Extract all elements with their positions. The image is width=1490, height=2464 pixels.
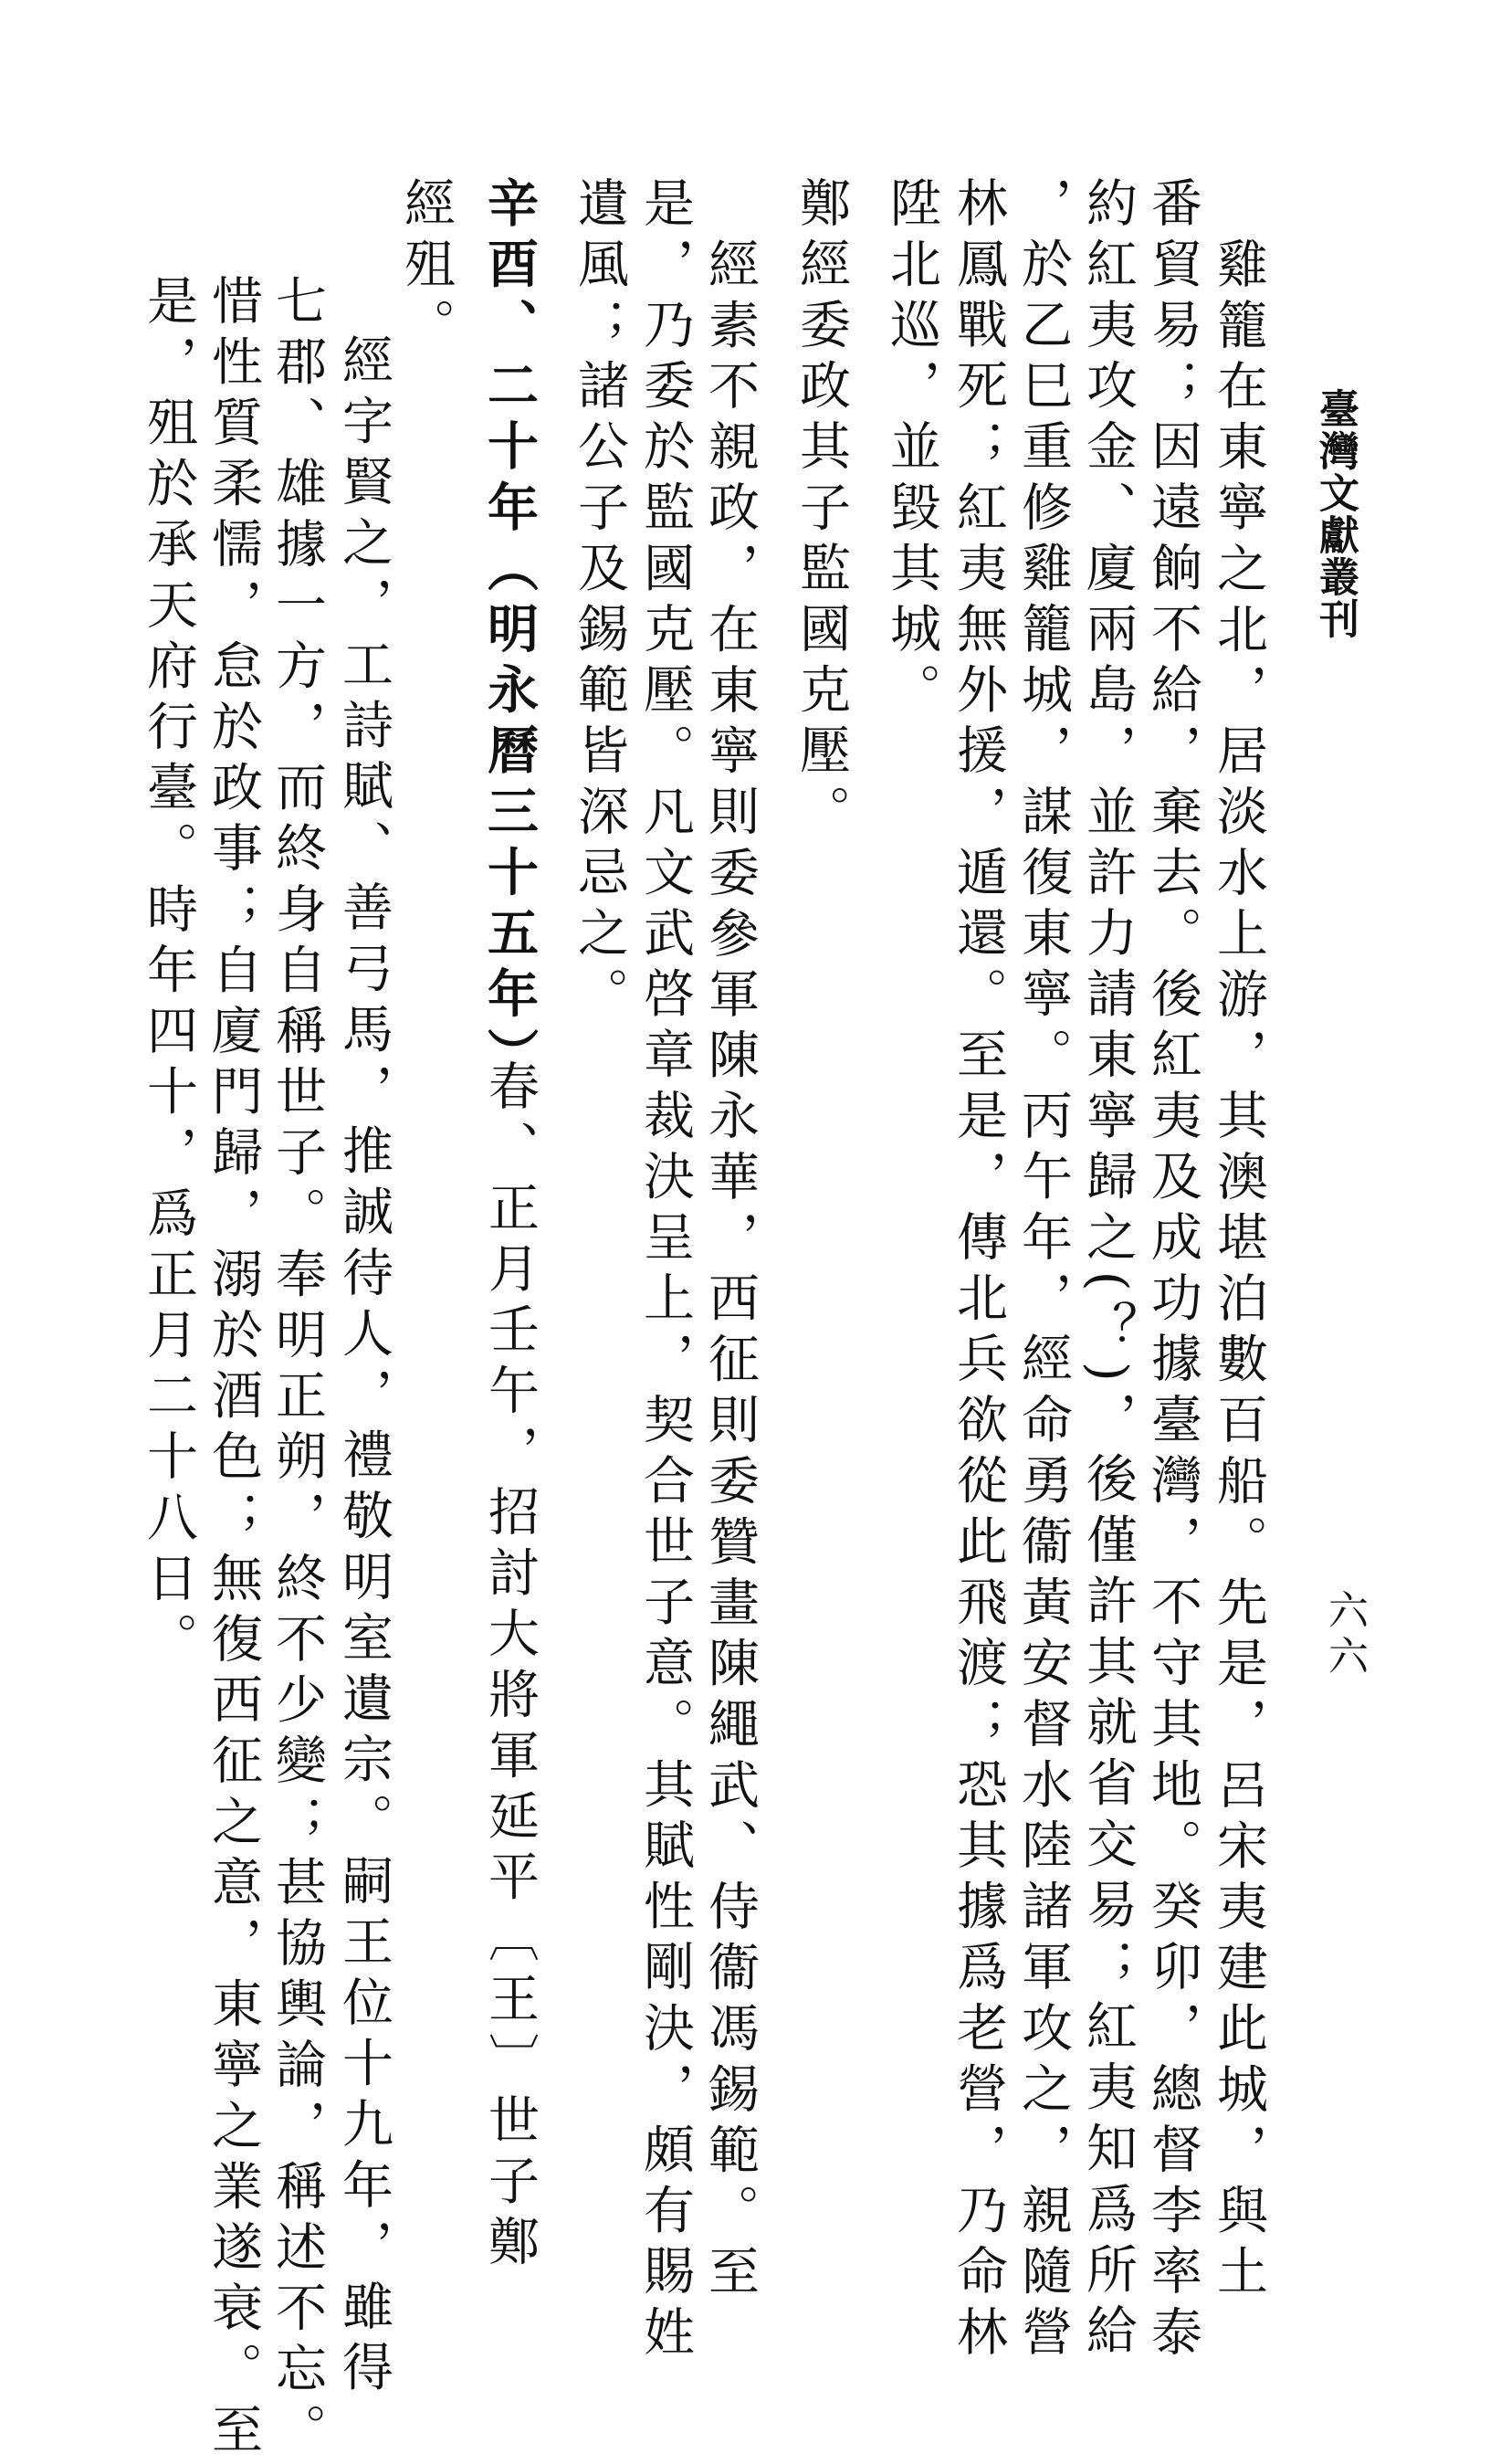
text-column: 是，殂於承天府行臺。時年四十，爲正月二十八日。 bbox=[139, 274, 198, 1673]
text-column: 是，乃委於監國克壓。凡文武啓章裁決呈上，契合世子意。其賦性剛決，頗有賜姓 bbox=[635, 176, 695, 2366]
text-column: 經素不親政，在東寧則委參軍陳永華，西征則委贊畫陳繩武、侍衞馮錫範。至 bbox=[700, 237, 760, 2306]
text-column: 七郡、雄據一方，而終身自稱世子。奉明正朔，終不少變；甚協輿論，稱述不忘。 bbox=[268, 274, 327, 2464]
text-column: 遺風；諸公子及錫範皆深忌之。 bbox=[570, 176, 629, 1028]
running-header-title: 臺灣文獻叢刊 bbox=[1312, 388, 1359, 640]
year-heading: 辛酉、二十年（明永曆三十五年） bbox=[479, 176, 540, 1089]
text-column: 春、正月壬午，招討大將軍延平〔王〕世子鄭 bbox=[480, 1059, 540, 2276]
text-column: 惜性質柔懦，怠於政事；自廈門歸，溺於酒色；無復西征之意，東寧之業遂衰。至 bbox=[204, 274, 263, 2464]
text-column: 雞籠在東寧之北，居淡水上游，其澳堪泊數百船。先是，呂宋夷建此城，與土 bbox=[1209, 237, 1268, 2306]
text-column: 陞北巡，並毀其城。 bbox=[882, 176, 941, 724]
text-column: 經殂。 bbox=[396, 176, 456, 359]
text-column: 番貿易；因遠餉不給，棄去。後紅夷及成功據臺灣，不守其地。癸卯，總督李率泰 bbox=[1143, 176, 1202, 2366]
text-column: 鄭經委政其子監國克壓。 bbox=[792, 176, 851, 846]
text-column: ，於乙巳重修雞籠城，謀復東寧。丙午年，經命勇衞黃安督水陸諸軍攻之，親隨營 bbox=[1013, 176, 1073, 2366]
text-column: 林鳳戰死；紅夷無外援，遁還。至是，傳北兵欲從此飛渡；恐其據爲老營，乃命林 bbox=[949, 176, 1008, 2366]
text-column: 經字賢之，工詩賦、善弓馬，推誠待人，禮敬明室遺宗。嗣王位十九年，雖得 bbox=[334, 333, 393, 2402]
page-number: 六六 bbox=[1321, 1589, 1368, 1680]
text-column: 約紅夷攻金、廈兩島，並許力請東寧歸之(？)，後僅許其就省交易；紅夷知爲所給 bbox=[1078, 176, 1138, 2364]
